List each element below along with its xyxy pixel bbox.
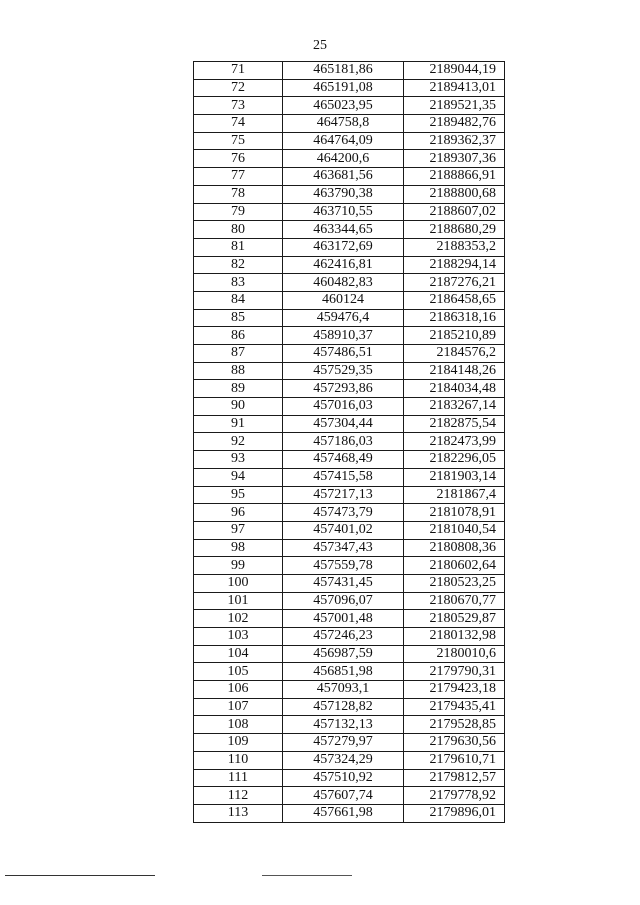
y-coordinate-cell: 2189362,37 — [404, 132, 505, 150]
point-number-cell: 76 — [194, 150, 283, 168]
table-row — [194, 539, 505, 557]
x-coordinate-cell: 457279,97 — [283, 734, 404, 752]
point-number-cell: 107 — [194, 698, 283, 716]
point-number-cell: 88 — [194, 362, 283, 380]
x-coordinate-cell: 462416,81 — [283, 256, 404, 274]
table-row — [194, 185, 505, 203]
footer-rule-right — [262, 875, 352, 876]
y-coordinate-cell: 2179790,31 — [404, 663, 505, 681]
table-row — [194, 610, 505, 628]
y-coordinate-cell: 2179610,71 — [404, 751, 505, 769]
table-row — [194, 592, 505, 610]
table-row — [194, 238, 505, 256]
point-number-cell: 83 — [194, 274, 283, 292]
table-row — [194, 221, 505, 239]
y-coordinate-cell: 2179435,41 — [404, 698, 505, 716]
x-coordinate-cell: 457661,98 — [283, 804, 404, 822]
x-coordinate-cell: 464200,6 — [283, 150, 404, 168]
x-coordinate-cell: 457473,79 — [283, 504, 404, 522]
point-number-cell: 110 — [194, 751, 283, 769]
x-coordinate-cell: 463344,65 — [283, 221, 404, 239]
x-coordinate-cell: 463790,38 — [283, 185, 404, 203]
x-coordinate-cell: 457304,44 — [283, 415, 404, 433]
y-coordinate-cell: 2185210,89 — [404, 327, 505, 345]
point-number-cell: 98 — [194, 539, 283, 557]
point-number-cell: 85 — [194, 309, 283, 327]
table-row — [194, 521, 505, 539]
x-coordinate-cell: 457001,48 — [283, 610, 404, 628]
table-row — [194, 415, 505, 433]
point-number-cell: 105 — [194, 663, 283, 681]
point-number-cell: 106 — [194, 681, 283, 699]
y-coordinate-cell: 2179812,57 — [404, 769, 505, 787]
y-coordinate-cell: 2180602,64 — [404, 557, 505, 575]
y-coordinate-cell: 2182296,05 — [404, 451, 505, 469]
table-row — [194, 345, 505, 363]
y-coordinate-cell: 2188353,2 — [404, 238, 505, 256]
table-row — [194, 79, 505, 97]
table-row — [194, 274, 505, 292]
x-coordinate-cell: 457401,02 — [283, 521, 404, 539]
table-row — [194, 291, 505, 309]
point-number-cell: 101 — [194, 592, 283, 610]
point-number-cell: 71 — [194, 62, 283, 80]
y-coordinate-cell: 2179423,18 — [404, 681, 505, 699]
x-coordinate-cell: 457559,78 — [283, 557, 404, 575]
y-coordinate-cell: 2186458,65 — [404, 291, 505, 309]
table-row — [194, 787, 505, 805]
x-coordinate-cell: 457607,74 — [283, 787, 404, 805]
point-number-cell: 99 — [194, 557, 283, 575]
y-coordinate-cell: 2189413,01 — [404, 79, 505, 97]
point-number-cell: 94 — [194, 468, 283, 486]
point-number-cell: 109 — [194, 734, 283, 752]
point-number-cell: 78 — [194, 185, 283, 203]
table-row — [194, 645, 505, 663]
y-coordinate-cell: 2179896,01 — [404, 804, 505, 822]
point-number-cell: 84 — [194, 291, 283, 309]
point-number-cell: 100 — [194, 574, 283, 592]
page-number: 25 — [313, 38, 327, 53]
table-row — [194, 504, 505, 522]
table-row — [194, 769, 505, 787]
coordinates-table-body — [194, 62, 505, 823]
y-coordinate-cell: 2184576,2 — [404, 345, 505, 363]
x-coordinate-cell: 457510,92 — [283, 769, 404, 787]
table-row — [194, 62, 505, 80]
x-coordinate-cell: 457415,58 — [283, 468, 404, 486]
table-row — [194, 115, 505, 133]
table-row — [194, 574, 505, 592]
table-row — [194, 256, 505, 274]
table-row — [194, 751, 505, 769]
point-number-cell: 79 — [194, 203, 283, 221]
table-row — [194, 663, 505, 681]
y-coordinate-cell: 2179778,92 — [404, 787, 505, 805]
table-row — [194, 168, 505, 186]
y-coordinate-cell: 2188800,68 — [404, 185, 505, 203]
table-row — [194, 132, 505, 150]
point-number-cell: 92 — [194, 433, 283, 451]
table-row — [194, 327, 505, 345]
table-row — [194, 97, 505, 115]
table-row — [194, 380, 505, 398]
point-number-cell: 112 — [194, 787, 283, 805]
y-coordinate-cell: 2180010,6 — [404, 645, 505, 663]
point-number-cell: 113 — [194, 804, 283, 822]
point-number-cell: 82 — [194, 256, 283, 274]
table-row — [194, 698, 505, 716]
y-coordinate-cell: 2181903,14 — [404, 468, 505, 486]
x-coordinate-cell: 457324,29 — [283, 751, 404, 769]
table-row — [194, 804, 505, 822]
x-coordinate-cell: 457431,45 — [283, 574, 404, 592]
table-row — [194, 628, 505, 646]
x-coordinate-cell: 457529,35 — [283, 362, 404, 380]
x-coordinate-cell: 464764,09 — [283, 132, 404, 150]
x-coordinate-cell: 465023,95 — [283, 97, 404, 115]
coordinates-table — [193, 61, 505, 823]
y-coordinate-cell: 2189307,36 — [404, 150, 505, 168]
table-row — [194, 486, 505, 504]
y-coordinate-cell: 2189044,19 — [404, 62, 505, 80]
point-number-cell: 108 — [194, 716, 283, 734]
point-number-cell: 80 — [194, 221, 283, 239]
y-coordinate-cell: 2180523,25 — [404, 574, 505, 592]
y-coordinate-cell: 2188607,02 — [404, 203, 505, 221]
footer-rule-left — [5, 875, 155, 876]
table-row — [194, 716, 505, 734]
table-row — [194, 203, 505, 221]
point-number-cell: 74 — [194, 115, 283, 133]
table-row — [194, 681, 505, 699]
y-coordinate-cell: 2181078,91 — [404, 504, 505, 522]
x-coordinate-cell: 457293,86 — [283, 380, 404, 398]
y-coordinate-cell: 2182875,54 — [404, 415, 505, 433]
y-coordinate-cell: 2180808,36 — [404, 539, 505, 557]
y-coordinate-cell: 2183267,14 — [404, 398, 505, 416]
point-number-cell: 103 — [194, 628, 283, 646]
x-coordinate-cell: 457128,82 — [283, 698, 404, 716]
y-coordinate-cell: 2186318,16 — [404, 309, 505, 327]
point-number-cell: 96 — [194, 504, 283, 522]
point-number-cell: 97 — [194, 521, 283, 539]
y-coordinate-cell: 2189482,76 — [404, 115, 505, 133]
table-row — [194, 362, 505, 380]
y-coordinate-cell: 2188866,91 — [404, 168, 505, 186]
x-coordinate-cell: 456851,98 — [283, 663, 404, 681]
x-coordinate-cell: 463710,55 — [283, 203, 404, 221]
point-number-cell: 93 — [194, 451, 283, 469]
point-number-cell: 81 — [194, 238, 283, 256]
x-coordinate-cell: 456987,59 — [283, 645, 404, 663]
table-row — [194, 557, 505, 575]
x-coordinate-cell: 463681,56 — [283, 168, 404, 186]
table-row — [194, 451, 505, 469]
y-coordinate-cell: 2188680,29 — [404, 221, 505, 239]
x-coordinate-cell: 458910,37 — [283, 327, 404, 345]
point-number-cell: 77 — [194, 168, 283, 186]
x-coordinate-cell: 464758,8 — [283, 115, 404, 133]
table-row — [194, 309, 505, 327]
x-coordinate-cell: 457186,03 — [283, 433, 404, 451]
x-coordinate-cell: 465181,86 — [283, 62, 404, 80]
table-row — [194, 398, 505, 416]
y-coordinate-cell: 2179528,85 — [404, 716, 505, 734]
y-coordinate-cell: 2188294,14 — [404, 256, 505, 274]
point-number-cell: 111 — [194, 769, 283, 787]
y-coordinate-cell: 2180529,87 — [404, 610, 505, 628]
y-coordinate-cell: 2189521,35 — [404, 97, 505, 115]
x-coordinate-cell: 457093,1 — [283, 681, 404, 699]
table-row — [194, 734, 505, 752]
table-row — [194, 433, 505, 451]
point-number-cell: 86 — [194, 327, 283, 345]
x-coordinate-cell: 457217,13 — [283, 486, 404, 504]
point-number-cell: 87 — [194, 345, 283, 363]
y-coordinate-cell: 2181867,4 — [404, 486, 505, 504]
point-number-cell: 91 — [194, 415, 283, 433]
x-coordinate-cell: 457246,23 — [283, 628, 404, 646]
x-coordinate-cell: 460124 — [283, 291, 404, 309]
y-coordinate-cell: 2187276,21 — [404, 274, 505, 292]
x-coordinate-cell: 460482,83 — [283, 274, 404, 292]
x-coordinate-cell: 457347,43 — [283, 539, 404, 557]
y-coordinate-cell: 2179630,56 — [404, 734, 505, 752]
x-coordinate-cell: 463172,69 — [283, 238, 404, 256]
y-coordinate-cell: 2180132,98 — [404, 628, 505, 646]
point-number-cell: 104 — [194, 645, 283, 663]
point-number-cell: 75 — [194, 132, 283, 150]
x-coordinate-cell: 457016,03 — [283, 398, 404, 416]
y-coordinate-cell: 2184034,48 — [404, 380, 505, 398]
y-coordinate-cell: 2181040,54 — [404, 521, 505, 539]
table-row — [194, 468, 505, 486]
x-coordinate-cell: 457096,07 — [283, 592, 404, 610]
y-coordinate-cell: 2180670,77 — [404, 592, 505, 610]
point-number-cell: 102 — [194, 610, 283, 628]
x-coordinate-cell: 457132,13 — [283, 716, 404, 734]
y-coordinate-cell: 2184148,26 — [404, 362, 505, 380]
x-coordinate-cell: 465191,08 — [283, 79, 404, 97]
point-number-cell: 73 — [194, 97, 283, 115]
x-coordinate-cell: 459476,4 — [283, 309, 404, 327]
point-number-cell: 72 — [194, 79, 283, 97]
point-number-cell: 89 — [194, 380, 283, 398]
y-coordinate-cell: 2182473,99 — [404, 433, 505, 451]
x-coordinate-cell: 457468,49 — [283, 451, 404, 469]
table-row — [194, 150, 505, 168]
point-number-cell: 90 — [194, 398, 283, 416]
x-coordinate-cell: 457486,51 — [283, 345, 404, 363]
point-number-cell: 95 — [194, 486, 283, 504]
